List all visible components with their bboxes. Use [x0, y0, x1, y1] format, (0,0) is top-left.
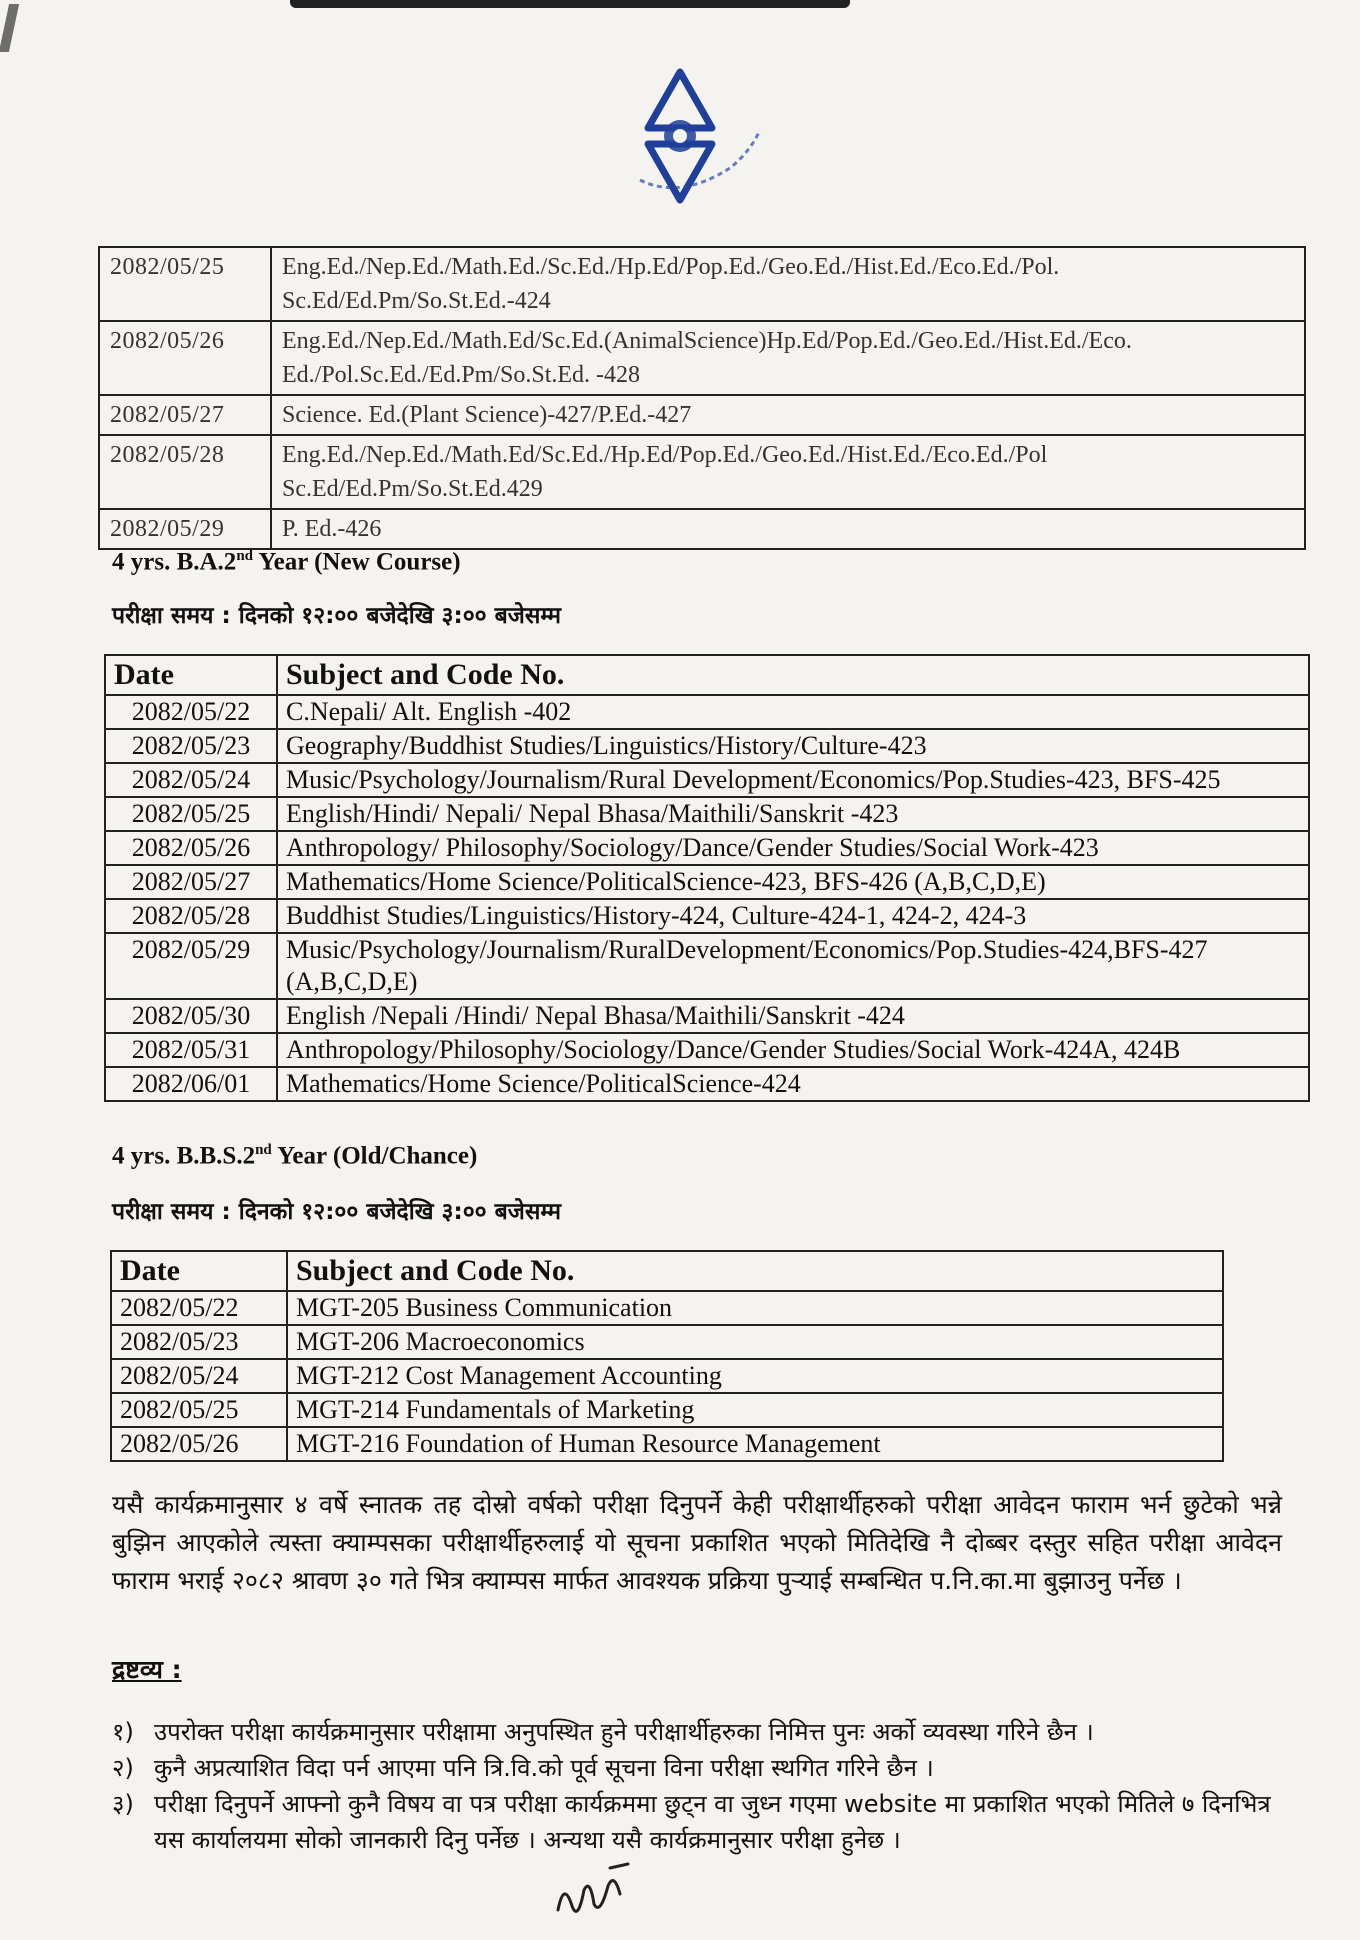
row-subject: Mathematics/Home Science/PoliticalScience-423, BFS-426 (A,B,C,D,E)	[277, 865, 1309, 899]
row-subject: P. Ed.-426	[271, 509, 1305, 549]
table-row	[99, 435, 1305, 509]
row-subject: Music/Psychology/Journalism/RuralDevelopment/Economics/Pop.Studies-424,BFS-427 (A,B,C,D,E)	[277, 933, 1309, 999]
row-date: 2082/05/29	[105, 933, 277, 999]
row-date: 2082/05/28	[105, 899, 277, 933]
row-subject: MGT-216 Foundation of Human Resource Management	[287, 1427, 1223, 1461]
row-subject: Eng.Ed./Nep.Ed./Math.Ed./Sc.Ed./Hp.Ed/Pop.Ed./Geo.Ed./Hist.Ed./Eco.Ed./Pol. Sc.Ed/Ed.Pm/So.St.Ed.-424	[271, 247, 1305, 321]
section-ba-heading: 4 yrs. B.A.2nd Year (New Course)	[112, 548, 461, 576]
row-subject: Eng.Ed./Nep.Ed./Math.Ed/Sc.Ed.(AnimalScience)Hp.Ed/Pop.Ed./Geo.Ed./Hist.Ed./Eco. Ed./Pol.Sc.Ed./Ed.Pm/So.St.Ed. -428	[271, 321, 1305, 395]
table-row	[105, 763, 1309, 797]
table-row	[105, 797, 1309, 831]
logo-seal	[600, 60, 810, 250]
row-date: 2082/05/29	[99, 509, 271, 549]
note-text: परीक्षा दिनुपर्ने आफ्नो कुनै विषय वा पत्र परीक्षा कार्यक्रममा छुट्न वा जुध्न गएमा website मा प्रकाशित भएको मितिले ७ दिनभित्र यस कार्यालयमा सोको जानकारी दिनु पर्नेछ । अन्यथा यसै कार्यक्रमानुसार परीक्षा हुनेछ ।	[154, 1790, 1271, 1854]
note-item	[112, 1714, 1292, 1750]
table-education-schedule	[98, 246, 1306, 550]
table-row	[99, 395, 1305, 435]
table-row	[105, 729, 1309, 763]
table-row	[105, 1033, 1309, 1067]
table-row	[99, 321, 1305, 395]
row-date: 2082/05/30	[105, 999, 277, 1033]
row-date: 2082/05/27	[105, 865, 277, 899]
notes-list	[112, 1714, 1292, 1858]
row-date: 2082/05/27	[99, 395, 271, 435]
row-date: 2082/06/01	[105, 1067, 277, 1101]
table-row	[105, 899, 1309, 933]
row-subject: MGT-212 Cost Management Accounting	[287, 1359, 1223, 1393]
row-subject: Science. Ed.(Plant Science)-427/P.Ed.-427	[271, 395, 1305, 435]
row-subject: MGT-206 Macroeconomics	[287, 1325, 1223, 1359]
table-row	[111, 1393, 1223, 1427]
scan-corner-mark	[0, 4, 19, 52]
signature	[550, 1860, 640, 1930]
section-bbs-heading: 4 yrs. B.B.S.2nd Year (Old/Chance)	[112, 1142, 478, 1170]
table-row	[111, 1359, 1223, 1393]
row-date: 2082/05/25	[111, 1393, 287, 1427]
row-subject: Buddhist Studies/Linguistics/History-424, Culture-424-1, 424-2, 424-3	[277, 899, 1309, 933]
note-text: उपरोक्त परीक्षा कार्यक्रमानुसार परीक्षामा अनुपस्थित हुने परीक्षार्थीहरुका निमित्त पुनः अर्को व्यवस्था गरिने छैन ।	[154, 1718, 1094, 1746]
row-subject: Eng.Ed./Nep.Ed./Math.Ed/Sc.Ed./Hp.Ed/Pop.Ed./Geo.Ed./Hist.Ed./Eco.Ed./Pol Sc.Ed/Ed.Pm/So.St.Ed.429	[271, 435, 1305, 509]
row-date: 2082/05/22	[105, 695, 277, 729]
note-item	[112, 1786, 1292, 1858]
table-row	[105, 1067, 1309, 1101]
note-number: २)	[112, 1754, 134, 1782]
table-row	[105, 695, 1309, 729]
note-number: ३)	[112, 1790, 134, 1818]
scan-top-edge	[290, 0, 850, 8]
table-row	[111, 1291, 1223, 1325]
row-date: 2082/05/25	[99, 247, 271, 321]
row-date: 2082/05/31	[105, 1033, 277, 1067]
table-row	[105, 999, 1309, 1033]
table-row	[111, 1427, 1223, 1461]
star-seal-icon	[600, 60, 810, 250]
row-date: 2082/05/25	[105, 797, 277, 831]
row-subject: Mathematics/Home Science/PoliticalScience-424	[277, 1067, 1309, 1101]
row-subject: C.Nepali/ Alt. English -402	[277, 695, 1309, 729]
row-date: 2082/05/23	[111, 1325, 287, 1359]
row-date: 2082/05/24	[111, 1359, 287, 1393]
table-bbs-schedule	[110, 1250, 1224, 1462]
table-row	[99, 247, 1305, 321]
row-date: 2082/05/26	[111, 1427, 287, 1461]
table-row	[105, 933, 1309, 999]
row-date: 2082/05/26	[105, 831, 277, 865]
row-date: 2082/05/28	[99, 435, 271, 509]
col-date-header: Date	[105, 655, 277, 695]
notice-paragraph: यसै कार्यक्रमानुसार ४ वर्षे स्नातक तह दोस्रो वर्षको परीक्षा दिनुपर्ने केही परीक्षार्थीहरुको परीक्षा आवेदन फाराम भर्न छुटेको भन्ने बुझिन आएकोले त्यस्ता क्याम्पसका परीक्षार्थीहरुलाई यो सूचना प्रकाशित भएको मितिदेखि नै दोब्बर दस्तुर सहित परीक्षा आवेदन फाराम भराई २०८२ श्रावण ३० गते भित्र क्याम्पस मार्फत आवश्यक प्रक्रिया पुऱ्याई सम्बन्धित प.नि.का.मा बुझाउनु पर्नेछ ।	[112, 1490, 1282, 1595]
col-subject-header: Subject and Code No.	[287, 1251, 1223, 1291]
note-text: कुनै अप्रत्याशित विदा पर्न आएमा पनि त्रि.वि.को पूर्व सूचना विना परीक्षा स्थगित गरिने छैन ।	[154, 1754, 934, 1782]
row-subject: English/Hindi/ Nepali/ Nepal Bhasa/Maithili/Sanskrit -423	[277, 797, 1309, 831]
table-row	[111, 1325, 1223, 1359]
table-row	[99, 509, 1305, 549]
row-subject: MGT-205 Business Communication	[287, 1291, 1223, 1325]
note-item	[112, 1750, 1292, 1786]
row-subject: Music/Psychology/Journalism/Rural Development/Economics/Pop.Studies-423, BFS-425	[277, 763, 1309, 797]
table-row	[105, 831, 1309, 865]
row-date: 2082/05/26	[99, 321, 271, 395]
row-subject: English /Nepali /Hindi/ Nepal Bhasa/Maithili/Sanskrit -424	[277, 999, 1309, 1033]
table-ba-schedule	[104, 654, 1310, 1102]
row-subject: Anthropology/ Philosophy/Sociology/Dance/Gender Studies/Social Work-423	[277, 831, 1309, 865]
note-number: १)	[112, 1718, 134, 1746]
row-date: 2082/05/24	[105, 763, 277, 797]
row-subject: MGT-214 Fundamentals of Marketing	[287, 1393, 1223, 1427]
row-date: 2082/05/22	[111, 1291, 287, 1325]
row-subject: Anthropology/Philosophy/Sociology/Dance/Gender Studies/Social Work-424A, 424B	[277, 1033, 1309, 1067]
row-date: 2082/05/23	[105, 729, 277, 763]
col-subject-header: Subject and Code No.	[277, 655, 1309, 695]
table-row	[105, 865, 1309, 899]
notes-title: द्रष्टव्य :	[112, 1655, 182, 1684]
row-subject: Geography/Buddhist Studies/Linguistics/History/Culture-423	[277, 729, 1309, 763]
col-date-header: Date	[111, 1251, 287, 1291]
section-ba-exam-time: परीक्षा समय : दिनको १२:०० बजेदेखि ३:०० बजेसम्म	[112, 603, 561, 629]
section-bbs-exam-time: परीक्षा समय : दिनको १२:०० बजेदेखि ३:०० बजेसम्म	[112, 1199, 561, 1225]
